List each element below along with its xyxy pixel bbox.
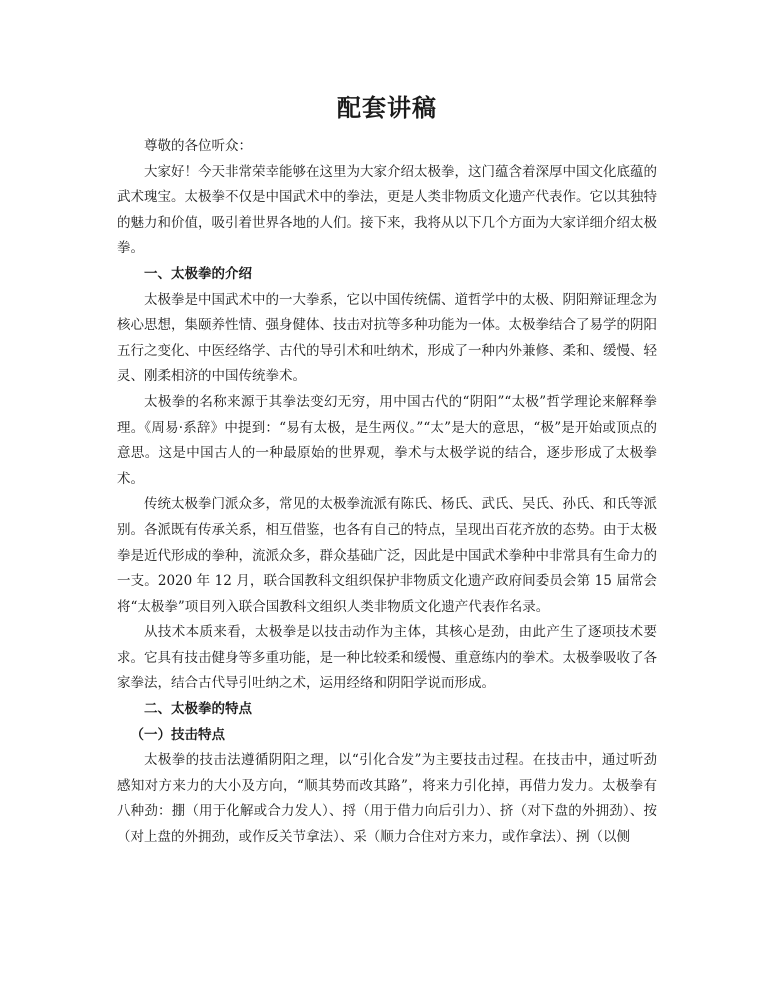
document-page: [117, 90, 657, 851]
section-2-paragraph-1: 太极拳的技击法遵循阴阳之理，以“引化合发”为主要技击过程。在技击中，通过听劲感知对方来力的大小及方向，“顺其势而改其路”，将来力引化掉，再借力发力。太极拳有八种劲：掤（用于化解或合力发人）、捋（用于借力向后引力）、挤（对下盘的外拥劲）、按（对上盘的外拥劲，或作反关节拿法）、采（顺力合住对方来力，或作拿法）、挒（以侧: [117, 752, 657, 846]
section-1-paragraph-3: 传统太极拳门派众多，常见的太极拳流派有陈氏、杨氏、武氏、吴氏、孙氏、和氏等派别。各派既有传承关系，相互借鉴，也各有自己的特点，呈现出百花齐放的态势。由于太极拳是近代形成的拳种，流派众多，群众基础广泛，因此是中国武术拳种中非常具有生命力的一支。2020 年 12 月，联合国教科文组织保护非物质文化遗产政府间委员会第 15 届常会将“太极拳”项目列入联合国教科文组织人类非物质文化遗产代表作名录。: [117, 496, 657, 615]
section-2-heading: 二、太极拳的特点: [144, 701, 252, 718]
document-title: 配套讲稿: [337, 93, 437, 122]
section-1-paragraph-1: 太极拳是中国武术中的一大拳系，它以中国传统儒、道哲学中的太极、阴阳辩证理念为核心思想，集颐养性情、强身健体、技击对抗等多种功能为一体。太极拳结合了易学的阴阳五行之变化、中医经络学、古代的导引术和吐纳术，形成了一种内外兼修、柔和、缓慢、轻灵、刚柔相济的中国传统拳术。: [117, 291, 657, 385]
section-1-heading: 一、太极拳的介绍: [144, 265, 252, 282]
section-1-paragraph-4: 从技术本质来看，太极拳是以技击动作为主体，其核心是劲，由此产生了逐项技术要求。它具有技击健身等多重功能，是一种比较柔和缓慢、重意练内的拳术。太极拳吸收了各家拳法，结合古代导引吐纳之术，运用经络和阴阳学说而形成。: [117, 624, 657, 692]
section-1-paragraph-2: 太极拳的名称来源于其拳法变幻无穷，用中国古代的“阴阳”“太极”哲学理论来解释拳理。《周易·系辞》中提到：“易有太极，是生两仪。”“太”是大的意思，“极”是开始或顶点的意思。这是中国古人的一种最原始的世界观，拳术与太极学说的结合，逐步形成了太极拳术。: [117, 393, 657, 487]
intro-paragraph: 大家好！今天非常荣幸能够在这里为大家介绍太极拳，这门蕴含着深厚中国文化底蕴的武术瑰宝。太极拳不仅是中国武术中的拳法，更是人类非物质文化遗产代表作。它以其独特的魅力和价值，吸引着世界各地的人们。接下来，我将从以下几个方面为大家详细介绍太极拳。: [117, 163, 657, 257]
salutation: 尊敬的各位听众：: [144, 138, 252, 154]
section-2-subheading: （一）技击特点: [130, 726, 225, 743]
